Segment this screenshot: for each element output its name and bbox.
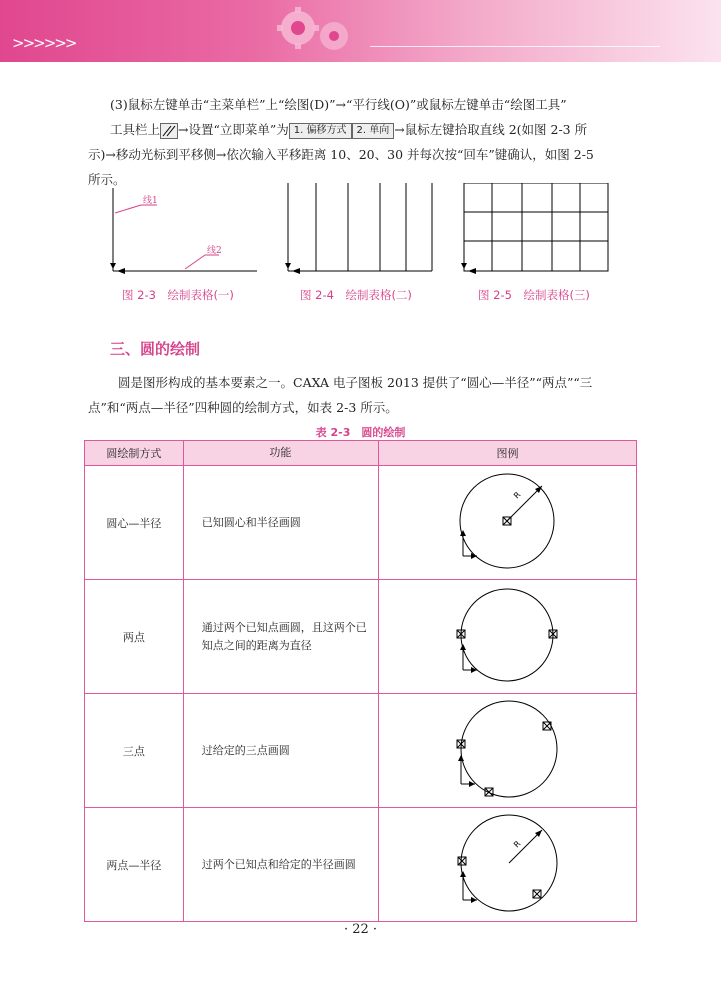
immediate-menu-2: 2. 单向: [352, 123, 395, 139]
instruction-paragraph: [88, 92, 640, 192]
method-cell: 两点: [85, 580, 184, 694]
function-cell: 已知圆心和半径画圆: [183, 466, 378, 580]
header-method: 圆绘制方式: [85, 441, 184, 466]
radius-label: R: [512, 490, 523, 501]
method-cell: 圆心—半径: [85, 466, 184, 580]
caption-fig-2-4: 图 2-4 绘制表格(二): [300, 288, 412, 302]
method-cell: 三点: [85, 694, 184, 808]
para2-line2: 点”和“两点—半径”四种圆的绘制方式，如表 2-3 所示。: [88, 400, 398, 415]
line2-label: 线2: [207, 246, 222, 256]
circle-methods-table: [84, 440, 637, 922]
figure-2-5: [456, 183, 616, 278]
method-cell: 两点—半径: [85, 808, 184, 922]
immediate-menu-1: 1. 偏移方式: [289, 123, 352, 139]
example-cell: [378, 580, 636, 694]
header-rule: [370, 46, 660, 47]
two-point-diagram: [379, 580, 636, 690]
para1-line3: 示)→移动光标到平移侧→依次输入平移距离 10、20、30 并每次按“回车”键确认，如图 2-5: [88, 147, 594, 162]
para1-line2-c: →鼠标左键拾取直线 2(如图 2-3 所: [394, 122, 588, 137]
table-row: [85, 694, 637, 808]
example-cell: [378, 466, 636, 580]
para1-line2: [110, 117, 640, 142]
table-header-row: [85, 441, 637, 466]
para2-line1: 圆是图形构成的基本要素之一。CAXA 电子图板 2013 提供了“圆心—半径”“两点”“三: [118, 375, 593, 390]
radius-label: R: [512, 839, 523, 850]
center-radius-diagram: [379, 466, 636, 576]
header-example: 图例: [378, 441, 636, 466]
parallel-line-icon: [160, 123, 178, 139]
two-point-radius-diagram: [379, 808, 636, 918]
gear-icon: [268, 4, 368, 60]
figure-2-4: [280, 183, 440, 278]
header-function: 功能: [183, 441, 378, 466]
para1-line2-b: →设置“立即菜单”为: [178, 122, 289, 137]
header-arrows: >>>>>>: [12, 34, 76, 52]
section-title: 三、圆的绘制: [110, 340, 201, 358]
table-title: 表 2-3 圆的绘制: [315, 426, 406, 439]
example-cell: [378, 694, 636, 808]
example-cell: [378, 808, 636, 922]
figure-2-3: [105, 183, 265, 278]
intro-paragraph: [88, 370, 648, 420]
table-row: [85, 466, 637, 580]
table-row: [85, 808, 637, 922]
para1-line4: 所示。: [88, 172, 126, 187]
caption-fig-2-5: 图 2-5 绘制表格(三): [478, 288, 590, 302]
three-point-diagram: [379, 694, 636, 804]
table-row: [85, 580, 637, 694]
caption-fig-2-3: 图 2-3 绘制表格(一): [122, 288, 234, 302]
page-header-banner: [0, 0, 721, 62]
function-cell: 过两个已知点和给定的半径画圆: [183, 808, 378, 922]
line1-label: 线1: [143, 196, 158, 206]
function-cell: 过给定的三点画圆: [183, 694, 378, 808]
para1-line2-a: 工具栏上: [110, 122, 161, 137]
function-cell: 通过两个已知点画圆，且这两个已知点之间的距离为直径: [183, 580, 378, 694]
para1-line1: (3)鼠标左键单击“主菜单栏”上“绘图(D)”→“平行线(O)”或鼠标左键单击“绘图工具”: [110, 97, 567, 112]
page-number: · 22 ·: [343, 922, 378, 937]
